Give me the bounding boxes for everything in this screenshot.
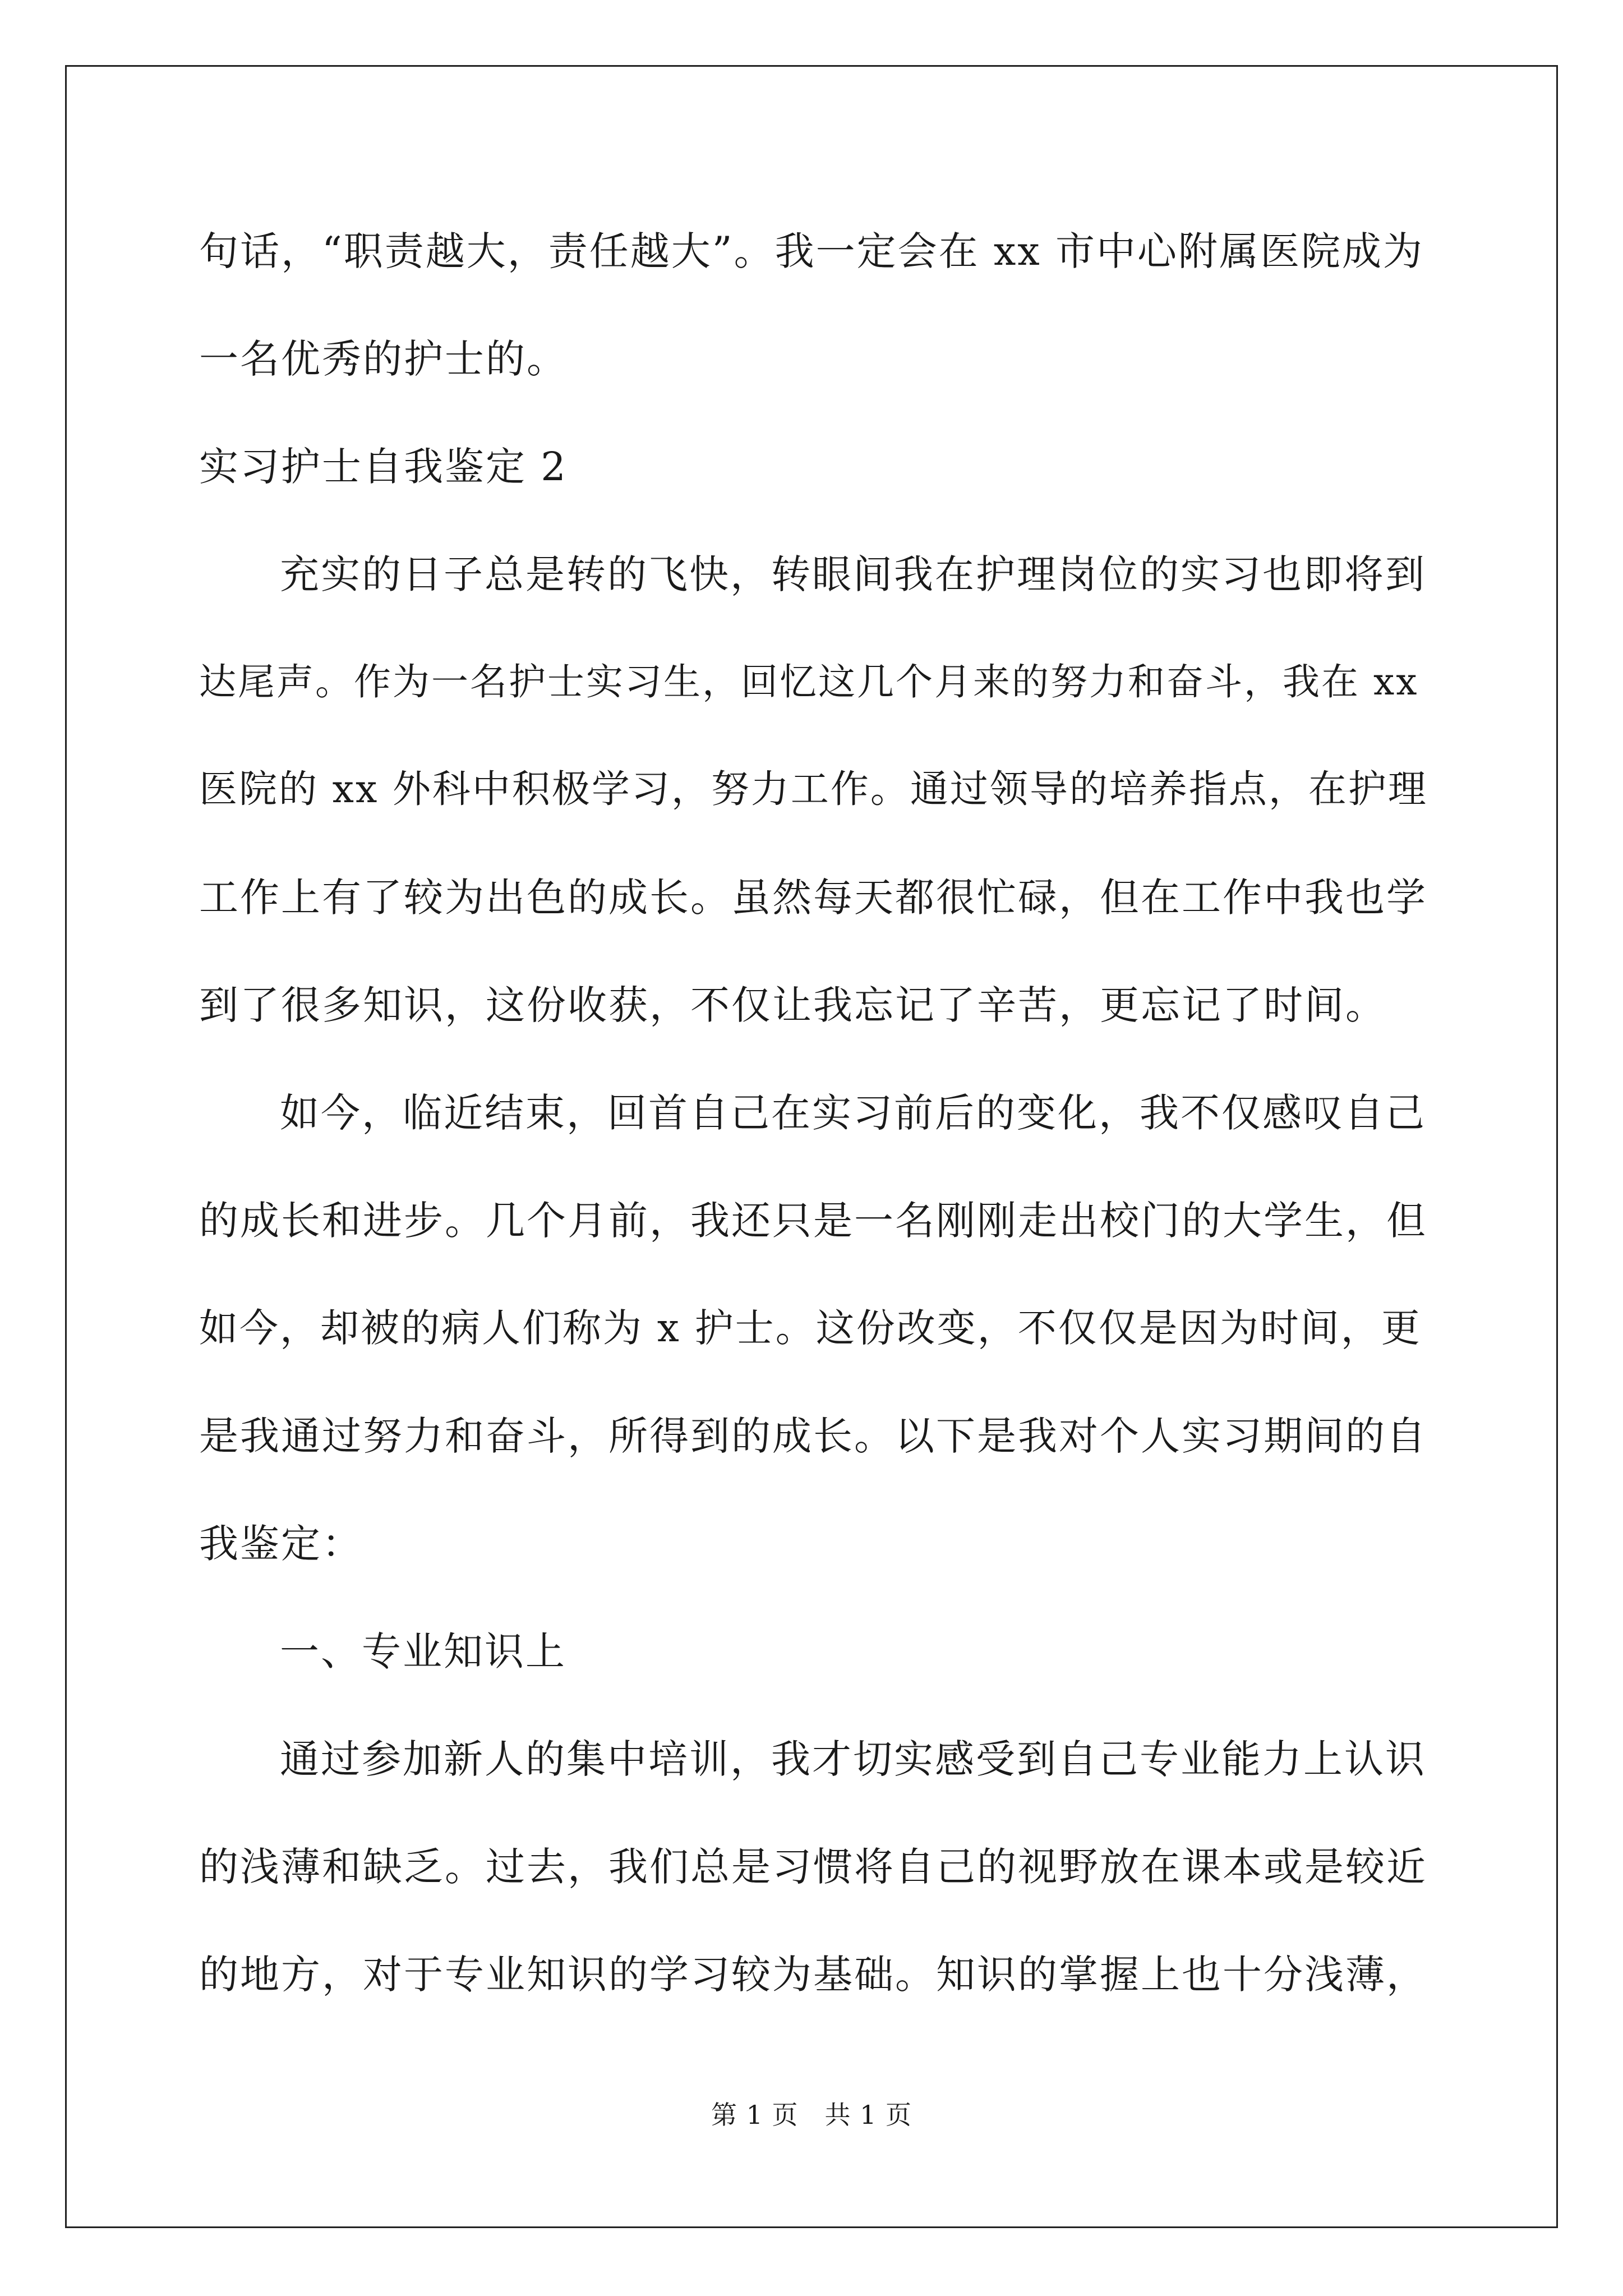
subsection-heading: 一、专业知识上 <box>280 1628 566 1674</box>
text-line: 的地方，对于专业知识的学习较为基础。知识的掌握上也十分浅薄， <box>199 1952 1427 1998</box>
text-line: 通过参加新人的集中培训，我才切实感受到自己专业能力上认识 <box>280 1736 1426 1782</box>
text-line: 的浅薄和缺乏。过去，我们总是习惯将自己的视野放在课本或是较近 <box>199 1844 1427 1890</box>
text-line: 如今，却被的病人们称为 x 护士。这份改变，不仅仅是因为时间，更 <box>199 1306 1422 1351</box>
text-line: 句话，“职责越大，责任越大”。我一定会在 xx 市中心附属医院成为 <box>199 228 1424 274</box>
text-line: 到了很多知识，这份收获，不仅让我忘记了辛苦，更忘记了时间。 <box>199 982 1386 1028</box>
text-line: 如今，临近结束，回首自己在实习前后的变化，我不仅感叹自己 <box>280 1090 1426 1136</box>
text-line: 达尾声。作为一名护士实习生，回忆这几个月来的努力和奋斗，我在 xx <box>199 660 1419 703</box>
text-line: 我鉴定： <box>199 1521 363 1567</box>
section-heading: 实习护士自我鉴定 2 <box>199 444 568 490</box>
text-line: 一名优秀的护士的。 <box>199 336 568 382</box>
text-line: 的成长和进步。几个月前，我还只是一名刚刚走出校门的大学生，但 <box>199 1198 1427 1244</box>
document-body <box>199 224 1431 2055</box>
page-footer: 第 1 页 共 1 页 <box>711 2100 912 2130</box>
text-line: 是我通过努力和奋斗，所得到的成长。以下是我对个人实习期间的自 <box>199 1413 1427 1459</box>
text-line: 医院的 xx 外科中积极学习，努力工作。通过领导的培养指点，在护理 <box>199 767 1428 812</box>
text-line: 工作上有了较为出色的成长。虽然每天都很忙碌，但在工作中我也学 <box>199 875 1427 921</box>
text-line: 充实的日子总是转的飞快，转眼间我在护理岗位的实习也即将到 <box>280 551 1426 597</box>
